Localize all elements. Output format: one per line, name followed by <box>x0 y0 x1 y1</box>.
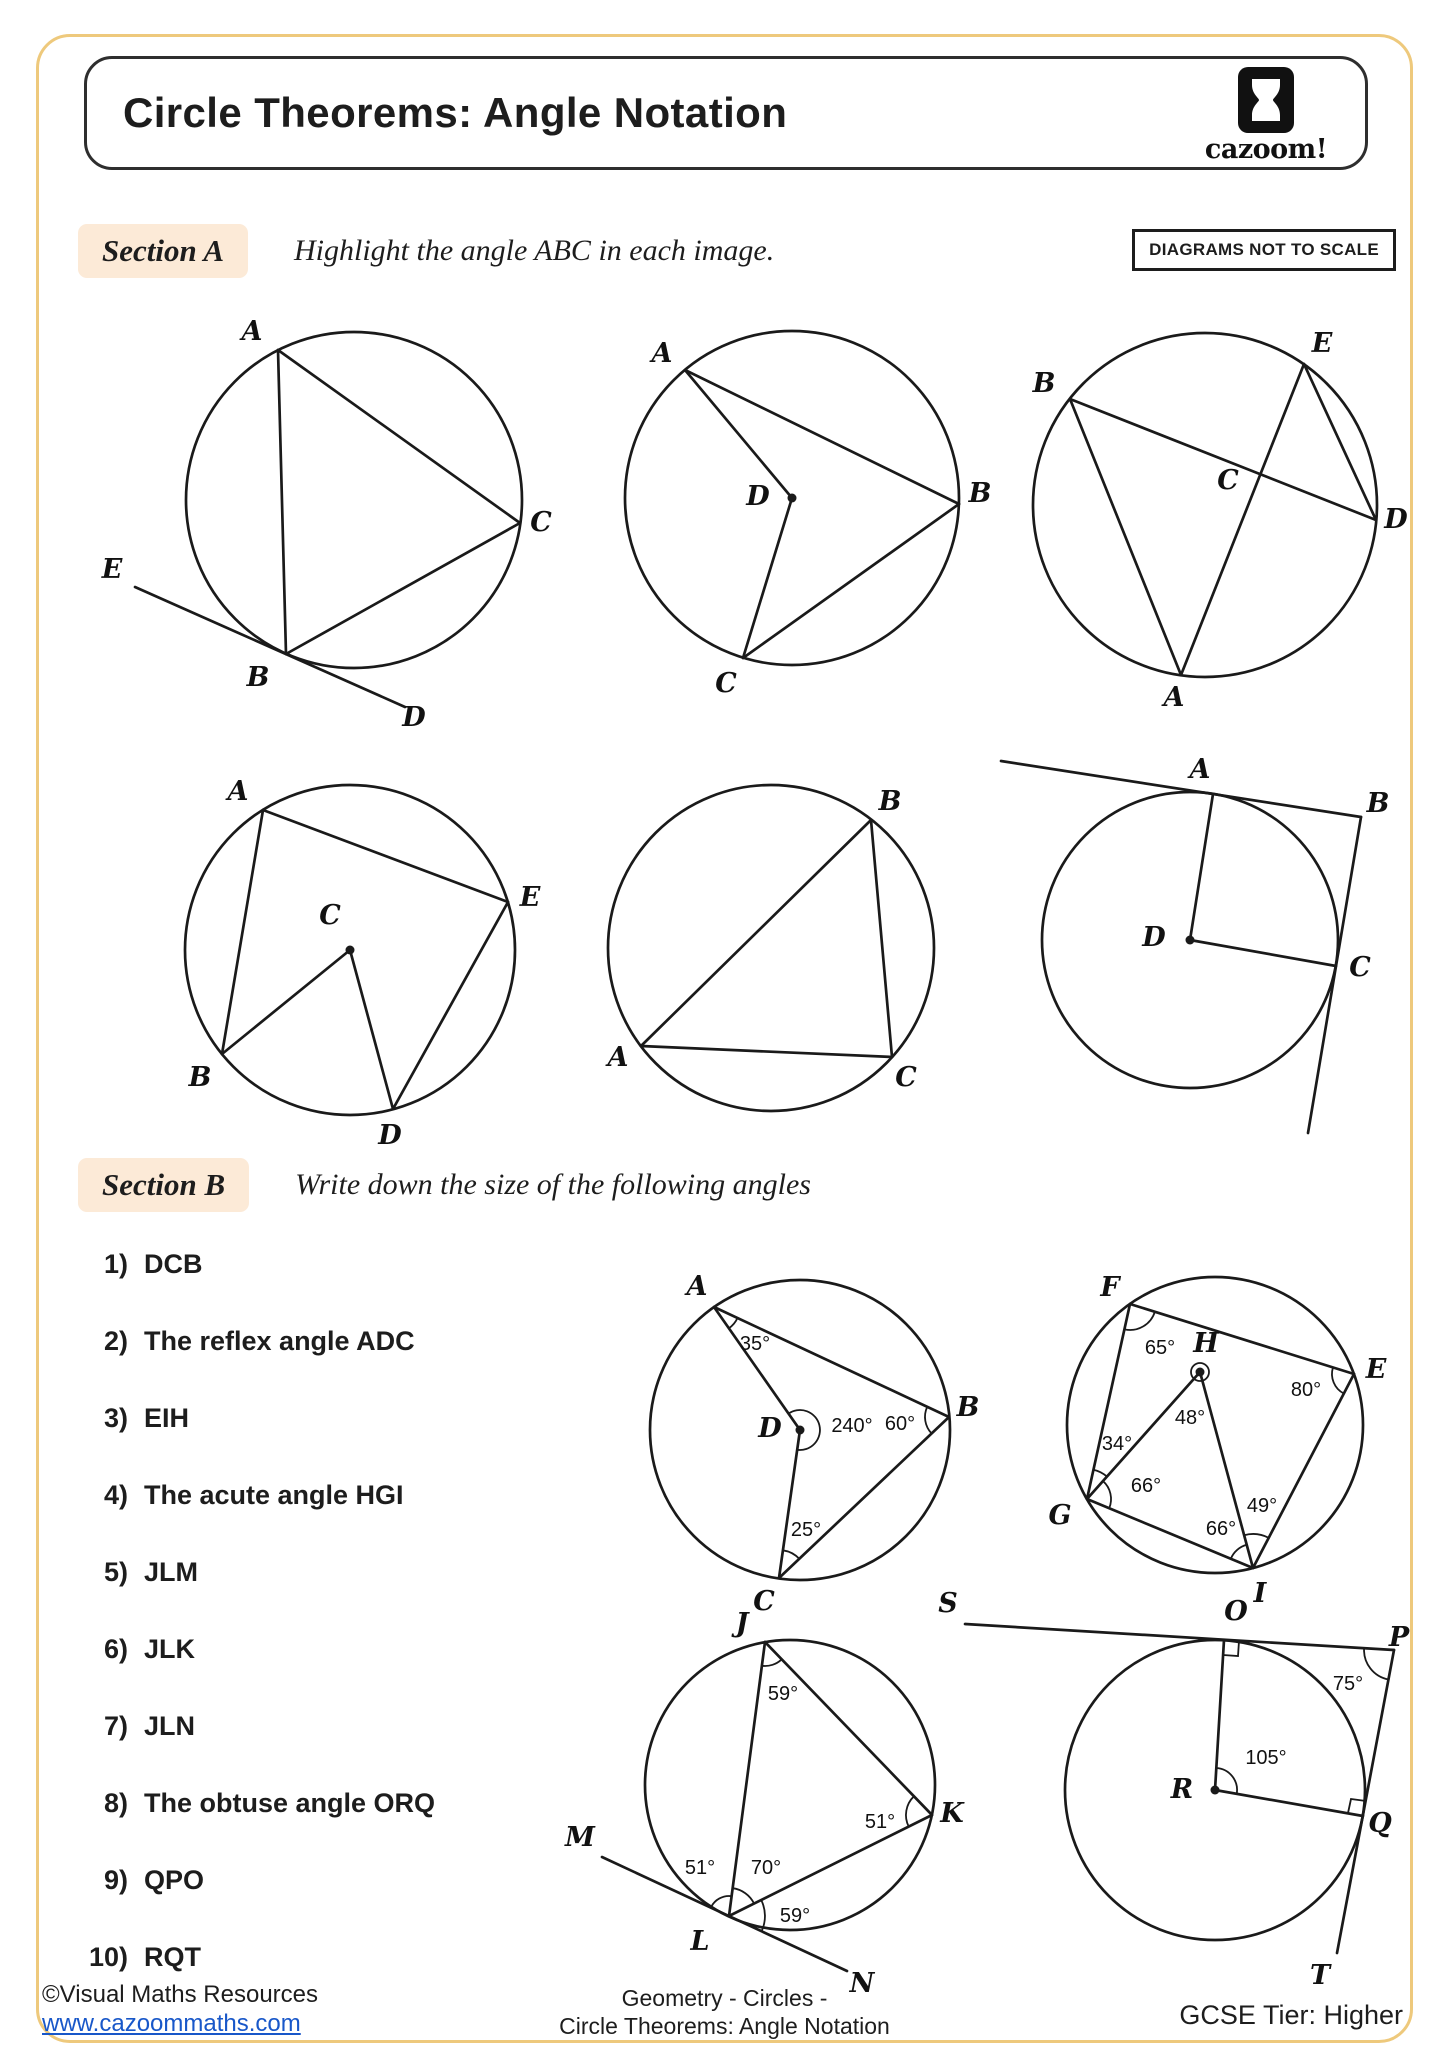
cazoom-logo-icon <box>1238 67 1294 133</box>
point-label-C: C <box>1217 465 1239 496</box>
point-label-D: D <box>1384 504 1408 535</box>
angle-value: 70° <box>750 1857 782 1879</box>
point-label-A: A <box>227 776 249 807</box>
section-b-instruction: Write down the size of the following angles <box>295 1168 811 1201</box>
question-number: 6) <box>103 1634 128 1664</box>
footer-left <box>42 1980 318 2038</box>
chord-line <box>743 504 959 658</box>
circle-outline <box>608 785 934 1111</box>
diagram-b2 <box>1048 1272 1386 1609</box>
chord-line <box>1070 399 1376 520</box>
question-number: 1) <box>103 1249 128 1279</box>
chord-line <box>1253 1374 1354 1568</box>
circle-outline <box>1065 1640 1365 1940</box>
chord-line <box>685 370 792 498</box>
point-label-B: B <box>1032 368 1056 399</box>
footer-topic-line2: Circle Theorems: Angle Notation <box>559 2013 890 2039</box>
point-label-B: B <box>188 1062 212 1093</box>
question-number: 10) <box>88 1942 128 1972</box>
angle-arc <box>1125 1312 1155 1330</box>
chord-line <box>1215 1640 1224 1790</box>
question-text: DCB <box>144 1249 203 1279</box>
question-item <box>70 1325 435 1358</box>
section-b-label: Section B <box>78 1158 249 1212</box>
question-text: The obtuse angle ORQ <box>144 1788 436 1818</box>
point-label-F: F <box>1100 1272 1120 1303</box>
angle-arc <box>762 1659 782 1666</box>
question-number: 7) <box>103 1711 128 1741</box>
point-label-B: B <box>1366 788 1390 819</box>
point-label-C: C <box>1349 952 1371 983</box>
angle-arc <box>711 1896 732 1907</box>
point-label-C: C <box>530 507 552 538</box>
point-label-B: B <box>246 662 270 693</box>
chord-line <box>1304 364 1376 520</box>
chord-line <box>871 820 892 1057</box>
angle-arc <box>1216 1768 1237 1794</box>
angle-arc <box>906 1796 914 1826</box>
page-title: Circle Theorems: Angle Notation <box>123 89 788 136</box>
question-item <box>70 1248 435 1281</box>
angle-value: 66° <box>1130 1475 1162 1497</box>
point-label-B: B <box>956 1392 980 1423</box>
chord-line <box>278 350 286 654</box>
point-label-A: A <box>241 316 263 347</box>
point-label-Q: Q <box>1368 1808 1392 1839</box>
chord-line <box>222 810 263 1054</box>
point-label-B: B <box>878 786 902 817</box>
right-angle-mark <box>1348 1799 1366 1813</box>
angle-arc <box>1332 1367 1344 1393</box>
angle-value: 105° <box>1245 1747 1287 1769</box>
chord-line <box>743 498 792 658</box>
chord-line <box>714 1307 949 1417</box>
question-number: 4) <box>103 1480 128 1510</box>
point-label-L: L <box>690 1926 710 1957</box>
chord-line <box>779 1430 800 1578</box>
question-number: 2) <box>103 1326 128 1356</box>
chord-line <box>685 370 959 504</box>
point-label-E: E <box>1311 328 1333 359</box>
angle-value: 65° <box>1144 1337 1176 1359</box>
right-angle-mark <box>1223 1641 1239 1656</box>
point-label-A: A <box>686 1271 708 1302</box>
question-item <box>70 1941 435 1974</box>
point-label-E: E <box>101 554 123 585</box>
point-label-K: K <box>940 1798 964 1829</box>
angle-arc <box>1244 1534 1269 1538</box>
point-label-A: A <box>607 1042 629 1073</box>
point-label-C: C <box>715 668 737 699</box>
center-dot <box>796 1426 805 1435</box>
point-label-S: S <box>938 1588 958 1619</box>
question-text: The reflex angle ADC <box>144 1326 415 1356</box>
point-label-P: P <box>1388 1622 1410 1653</box>
angle-arc <box>783 1550 799 1559</box>
point-label-D: D <box>758 1413 782 1444</box>
chord-line <box>1087 1372 1200 1499</box>
footer-tier: GCSE Tier: Higher <box>1179 2000 1403 2030</box>
chord-line <box>1130 1304 1354 1374</box>
chord-line <box>602 1857 847 1971</box>
chord-line <box>1337 1650 1394 1953</box>
point-label-A: A <box>1163 682 1185 713</box>
chord-line <box>965 1624 1394 1650</box>
chord-line <box>222 950 350 1054</box>
chord-line <box>1087 1499 1253 1568</box>
brand-wordmark: cazoom! <box>1204 134 1328 165</box>
chord-line <box>1215 1790 1363 1816</box>
diagram-a6 <box>1001 754 1389 1133</box>
point-label-G: G <box>1048 1500 1072 1531</box>
question-item <box>70 1787 435 1820</box>
chord-line <box>135 587 405 707</box>
question-text: JLK <box>144 1634 196 1664</box>
point-label-J: J <box>735 1608 749 1639</box>
section-a-header <box>78 224 1396 278</box>
question-item <box>70 1710 435 1743</box>
footer-center <box>559 1984 890 2040</box>
chord-line <box>393 902 508 1109</box>
point-label-R: R <box>1170 1774 1194 1805</box>
diagram-a5 <box>605 785 934 1111</box>
angle-value: 34° <box>1101 1433 1133 1455</box>
point-label-E: E <box>1365 1354 1387 1385</box>
angle-arc <box>1364 1648 1388 1679</box>
point-label-D: D <box>402 702 426 733</box>
angle-arc <box>761 1900 765 1931</box>
brand-logo <box>1201 67 1331 165</box>
header <box>84 56 1368 170</box>
chord-line <box>1001 761 1361 817</box>
angle-arc <box>789 1410 820 1450</box>
center-dot <box>788 494 797 503</box>
circle-outline <box>625 331 959 665</box>
chord-line <box>1190 794 1213 940</box>
angle-arc <box>1103 1481 1111 1508</box>
angle-value: 59° <box>767 1683 799 1705</box>
point-label-C: C <box>319 900 341 931</box>
chord-line <box>1308 817 1361 1133</box>
point-label-N: N <box>849 1968 875 1999</box>
question-text: JLN <box>144 1711 196 1741</box>
chord-line <box>1181 364 1304 675</box>
angle-value: 51° <box>864 1811 896 1833</box>
question-text: EIH <box>144 1403 190 1433</box>
point-label-B: B <box>968 478 992 509</box>
website-link[interactable]: www.cazoommaths.com <box>42 2010 301 2037</box>
diagram-b4 <box>938 1588 1410 1991</box>
chord-line <box>350 950 393 1109</box>
center-dot <box>1211 1786 1220 1795</box>
angle-value: 48° <box>1174 1407 1206 1429</box>
angle-arc <box>1231 1545 1247 1559</box>
angle-value: 66° <box>1205 1518 1237 1540</box>
angle-arc <box>925 1407 932 1434</box>
chord-line <box>263 810 508 902</box>
point-label-A: A <box>1189 754 1211 785</box>
question-item <box>70 1633 435 1666</box>
chord-line <box>641 820 871 1046</box>
point-label-D: D <box>746 481 770 512</box>
point-label-M: M <box>565 1822 595 1853</box>
question-item <box>70 1479 435 1512</box>
angle-arc <box>1093 1470 1107 1477</box>
chord-line <box>286 523 520 654</box>
angle-value: 60° <box>884 1413 916 1435</box>
center-dot <box>1196 1368 1205 1377</box>
angle-value: 80° <box>1290 1379 1322 1401</box>
angle-value: 240° <box>831 1415 873 1437</box>
point-label-A: A <box>651 338 673 369</box>
point-label-O: O <box>1224 1596 1248 1627</box>
center-dot <box>1186 936 1195 945</box>
point-label-C: C <box>753 1586 775 1617</box>
chord-line <box>1087 1304 1133 1499</box>
angle-value: 51° <box>684 1857 716 1879</box>
chord-line <box>714 1307 800 1430</box>
footer-topic-line1: Geometry - Circles - <box>621 1985 828 2011</box>
chord-line <box>1070 399 1181 675</box>
not-to-scale-badge: DIAGRAMS NOT TO SCALE <box>1132 229 1396 271</box>
question-item <box>70 1402 435 1435</box>
circle-outline <box>186 332 522 668</box>
point-label-T: T <box>1309 1960 1331 1991</box>
diagram-a2 <box>625 331 991 699</box>
point-label-D: D <box>378 1120 402 1151</box>
point-label-E: E <box>519 882 541 913</box>
point-label-H: H <box>1193 1328 1219 1359</box>
circle-outline <box>1042 792 1338 1088</box>
chord-line <box>729 1642 765 1916</box>
question-text: JLM <box>144 1557 198 1587</box>
question-text: QPO <box>144 1865 205 1895</box>
question-list <box>70 1248 435 2018</box>
chord-line <box>278 350 520 523</box>
diagram-b3 <box>564 1608 965 1999</box>
chord-line <box>641 1046 892 1057</box>
angle-value: 59° <box>779 1905 811 1927</box>
point-ring <box>1191 1363 1209 1381</box>
question-text: RQT <box>144 1942 201 1972</box>
question-item <box>70 1864 435 1897</box>
circle-outline <box>1033 333 1377 677</box>
question-text: The acute angle HGI <box>144 1480 404 1510</box>
section-a-instruction: Highlight the angle ABC in each image. <box>294 234 775 267</box>
chord-line <box>1190 940 1336 966</box>
point-label-I: I <box>1253 1578 1267 1609</box>
circle-outline <box>1067 1277 1363 1573</box>
angle-arc <box>733 1888 754 1903</box>
diagram-a3 <box>1032 328 1409 713</box>
question-number: 9) <box>103 1865 128 1895</box>
angle-value: 25° <box>790 1519 822 1541</box>
question-number: 8) <box>103 1788 128 1818</box>
point-label-C: C <box>895 1062 917 1093</box>
chord-line <box>765 1642 932 1815</box>
question-number: 3) <box>103 1403 128 1433</box>
angle-value: 75° <box>1332 1673 1364 1695</box>
angle-arc <box>729 1318 738 1328</box>
question-item <box>70 1556 435 1589</box>
diagram-b1 <box>650 1271 979 1617</box>
chord-line <box>1200 1372 1253 1568</box>
copyright-text: ©Visual Maths Resources <box>42 1981 319 2008</box>
section-b-header <box>78 1158 1396 1212</box>
question-number: 5) <box>103 1557 128 1587</box>
diagram-a1 <box>101 316 553 733</box>
angle-value: 49° <box>1246 1495 1278 1517</box>
circle-outline <box>650 1280 950 1580</box>
circle-outline <box>185 785 515 1115</box>
chord-line <box>779 1417 949 1578</box>
chord-line <box>729 1815 932 1916</box>
point-label-D: D <box>1142 922 1166 953</box>
section-a-label: Section A <box>78 224 248 278</box>
circle-outline <box>645 1640 935 1930</box>
center-dot <box>346 946 355 955</box>
angle-value: 35° <box>739 1333 771 1355</box>
diagram-a4 <box>185 776 541 1151</box>
